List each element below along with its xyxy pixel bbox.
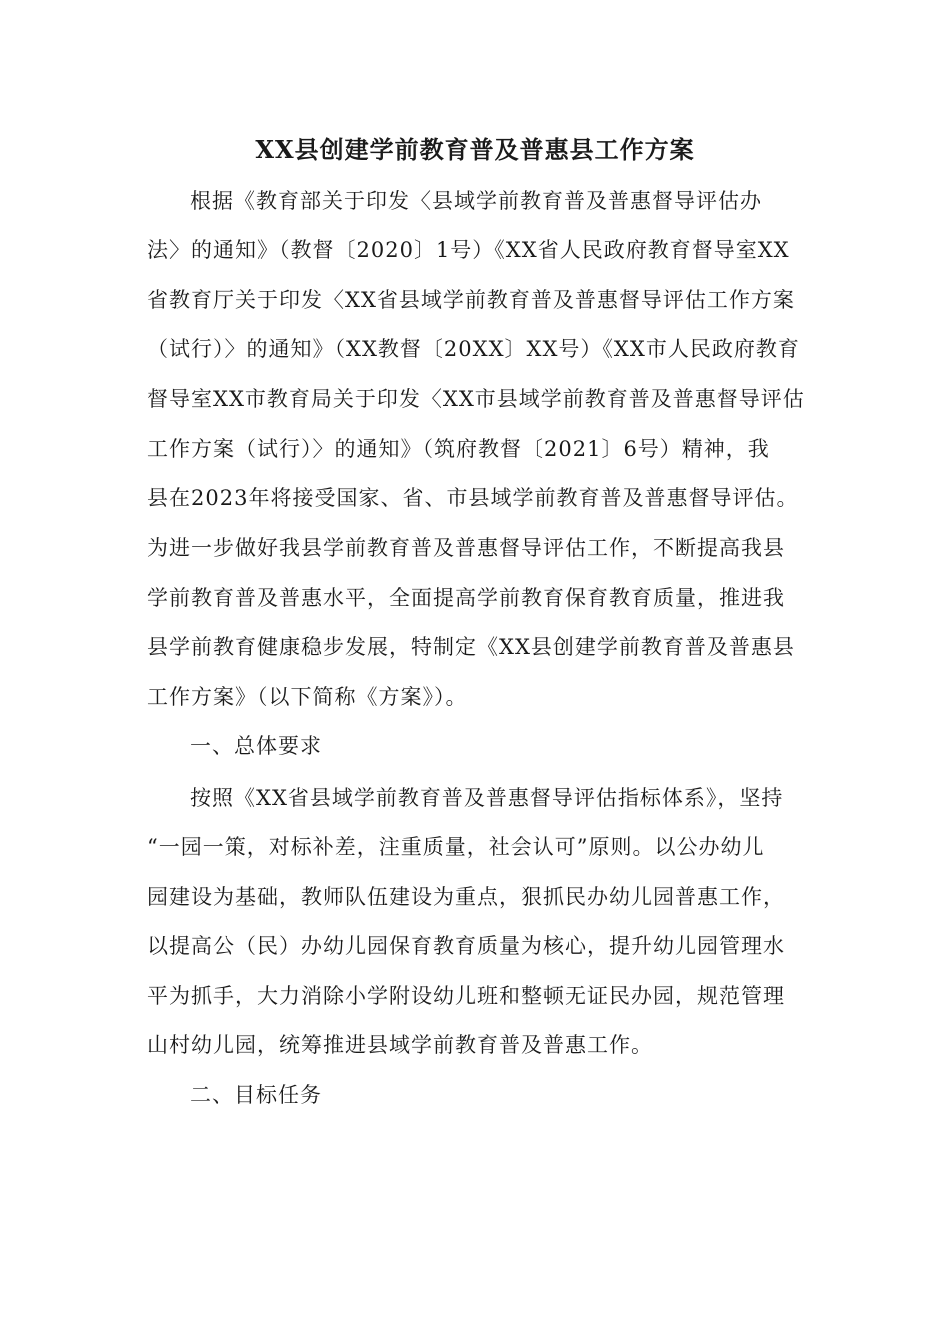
paragraph-line: 园建设为基础，教师队伍建设为重点，狠抓民办幼儿园普惠工作，: [147, 885, 785, 909]
section-heading: 一、总体要求: [190, 734, 322, 758]
paragraph-line: 工作方案（试行）〉的通知》（筑府教督〔2021〕6号）精神，我: [147, 437, 770, 461]
paragraph-line: 督导室XX市教育局关于印发〈XX市县域学前教育普及普惠督导评估: [147, 387, 805, 411]
paragraph-line: 县学前教育健康稳步发展，特制定《XX县创建学前教育普及普惠县: [147, 635, 795, 659]
paragraph-line: “一园一策，对标补差，注重质量，社会认可”原则。以公办幼儿: [147, 835, 765, 859]
document-title: XX县创建学前教育普及普惠县工作方案: [255, 135, 695, 164]
paragraph-line: 工作方案》（以下简称《方案》）。: [147, 685, 468, 709]
paragraph-line: 法〉的通知》（教督〔2020〕1号）《XX省人民政府教育督导室XX: [147, 238, 790, 262]
paragraph-line: 山村幼儿园，统筹推进县域学前教育普及普惠工作。: [147, 1033, 653, 1057]
paragraph-line: 平为抓手，大力消除小学附设幼儿班和整顿无证民办园，规范管理: [147, 984, 785, 1008]
paragraph-line: 根据《教育部关于印发〈县域学前教育普及普惠督导评估办: [190, 189, 762, 213]
paragraph-line: 省教育厅关于印发〈XX省县域学前教育普及普惠督导评估工作方案: [147, 288, 795, 312]
paragraph-line: 县在2023年将接受国家、省、市县域学前教育普及普惠督导评估。: [147, 486, 799, 510]
paragraph-line: 学前教育普及普惠水平，全面提高学前教育保育教育质量，推进我: [147, 586, 785, 610]
section-heading: 二、目标任务: [190, 1083, 322, 1107]
paragraph-line: （试行）〉的通知》（XX教督〔20XX〕XX号）《XX市人民政府教育: [147, 337, 800, 361]
paragraph-line: 以提高公（民）办幼儿园保育教育质量为核心，提升幼儿园管理水: [147, 934, 785, 958]
paragraph-line: 按照《XX省县域学前教育普及普惠督导评估指标体系》，坚持: [190, 786, 784, 810]
paragraph-line: 为进一步做好我县学前教育普及普惠督导评估工作，不断提高我县: [147, 536, 785, 560]
